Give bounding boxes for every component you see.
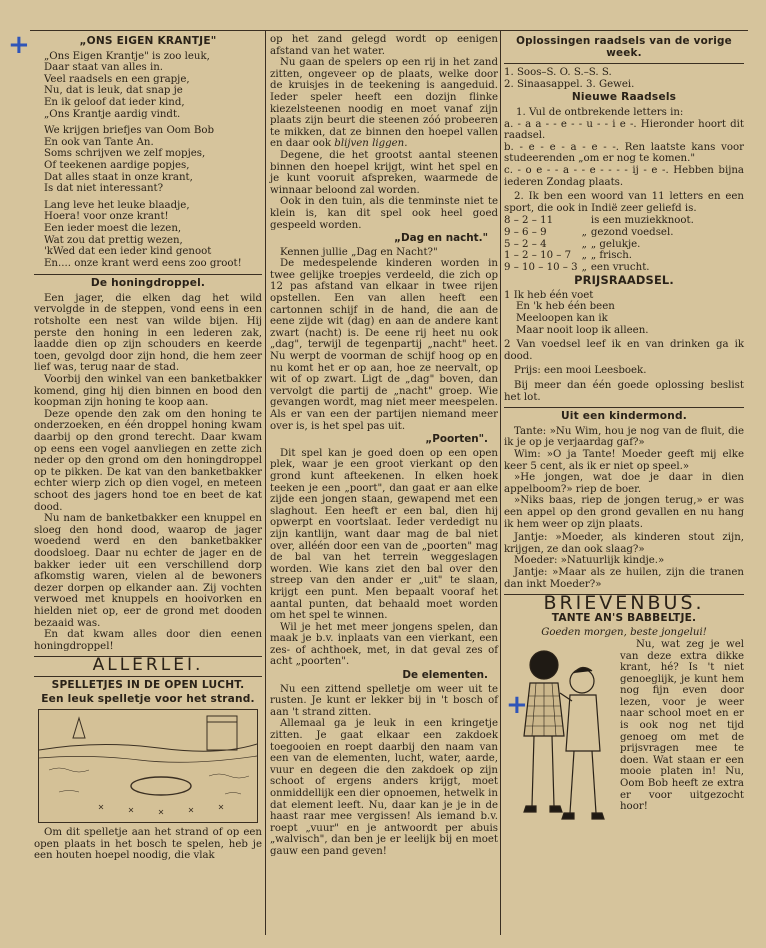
tante-greeting: Goeden morgen, beste jongelui! <box>541 627 707 639</box>
cell: „ gelukje. <box>590 238 641 250</box>
prize-line: Prijs: een mooi Leesboek. <box>514 365 647 377</box>
poem-line: En.... onze krant werd eens zoo groot! <box>44 257 242 269</box>
cell: „ <box>581 238 587 250</box>
prize-line: Meeloopen kan ik <box>516 313 608 325</box>
paragraph: Moeder: »Natuurlijk kindje.» <box>514 555 665 567</box>
prize-line: En 'k heb één been <box>516 301 615 313</box>
heading-elementen: De elementen. <box>402 669 488 682</box>
riddle-line: a. - a a - - e - - u - - i e -. Hieronder hoort dit raadsel. <box>504 118 744 142</box>
poem-line: Wat zou dat prettig wezen, <box>44 234 183 246</box>
riddle-line: b. - e - e - a - e - -. Ren laatste kans voor studeerenden „om er nog te komen." <box>504 141 744 165</box>
paragraph: Degene, die het grootst aantal steenen binnen den hoepel krijgt, wint het spel en je kunt vooruit afspreken, waarmede de winnaar beloond zal worden. <box>270 149 498 196</box>
paragraph: Dit spel kan je goed doen op een open plek, waar je een groot vierkant op den grond kunt afteekenen. In elken hoek teeken je een „poort", dan gaat er aan elke zijde een jongen staan, gewapend met een slaghout. Een heeft er een bal, dien hij opwerpt en voortslaat. Ieder verdedigt nu zijn kantlijn, want daar mag de bal niet over, alléén door een van de „poorten" mag de bal van het terrein weggeslagen worden. Wie kans ziet den bal over den streep van den ander er „uit" te slaan, krijgt een punt. Men bepaalt vooraf het aantal punten, dat behaald moet worden om het spel te winnen. <box>270 447 498 622</box>
prize-line: Bij meer dan één goede oplossing beslist het lot. <box>504 380 744 403</box>
blue-pencil-mark: + <box>8 30 30 60</box>
riddle-line: 2. Ik ben een woord van 11 letters en een sport, die ook in Indië zeer geliefd is. <box>504 191 744 214</box>
games-subtitle: Een leuk spelletje voor het strand. <box>41 693 255 706</box>
tante-an-title: TANTE AN'S BABBELTJE. <box>551 611 697 624</box>
tante-text: Nu, wat zeg je wel van deze extra dikke krant, hé? Is 't niet genoeglijk, je kunt hem nog fijn even door lezen, voor je weer naar school moet en er is ook nog net tijd genoeg om met de prijsvragen mee te doen. Wat staan er een mooie platen in! Nu, Oom Bob heeft ze extra er voor uitgezocht hoor! <box>620 638 744 813</box>
poem-line: Lang leve het leuke blaadje, <box>44 199 190 211</box>
cell: „ <box>581 261 587 273</box>
blue-pencil-mark: + <box>506 690 528 720</box>
poem-line: Hoera! voor onze krant! <box>44 211 169 223</box>
cell: „ <box>581 250 587 262</box>
games-title: SPELLETJES IN DE OPEN LUCHT. <box>51 678 245 691</box>
games-text: Om dit spelletje aan het strand of op een open plaats in het bosch te spelen, heb je een houten hoepel noodig, die vlak <box>34 827 262 862</box>
prize-line: Maar nooit loop ik alleen. <box>516 324 649 336</box>
paragraph: Kennen jullie „Dag en Nacht?" <box>280 246 438 258</box>
divider <box>504 63 744 64</box>
divider <box>34 676 262 677</box>
section-title-allerlei: ALLERLEI. <box>92 655 204 676</box>
cell: „ frisch. <box>590 250 633 262</box>
beach-illustration <box>38 709 258 823</box>
poem-line: 'kWed dat een ieder kind genoot <box>44 246 212 258</box>
paragraph: Nu een zittend spelletje om weer uit te rusten. Je kunt er lekker bij in 't bosch of aan 't strand zitten. <box>270 683 498 718</box>
poem-line: En ook van Tante An. <box>44 136 154 148</box>
paragraph: Deze opende den zak om den honing te onderzoeken, en één droppel honing kwam daarbij op den grond terecht. Daar kwam op eens een vogel aanvliegen en zette zich neder op den grond om den honingdroppel op te pikken. De kat van den banketbakker echter wierp zich op dien vogel, en meteen schoot des jagers hond toe en beet de kat dood. <box>34 408 262 513</box>
poem-line: „Ons Eigen Krantje" is zoo leuk, <box>44 50 210 62</box>
solutions-title: Oplossingen raadsels van de vorige week. <box>516 35 732 59</box>
poem-title: „ONS EIGEN KRANTJE" <box>79 35 217 47</box>
column-divider <box>265 30 266 935</box>
poem-line: Dat alles staat in onze krant, <box>44 171 193 183</box>
paragraph: Tante: »Nu Wim, hou je nog van de fluit, die ik je op je verjaardag gaf?» <box>504 425 744 449</box>
heading-poorten: „Poorten". <box>425 433 488 446</box>
paragraph: »Niks baas, riep de jongen terug,» er was een appel op den grond gevallen en nu hang ik hem weer op zijn plaats. <box>504 495 744 530</box>
paragraph: Ook in den tuin, als die tenminste niet te klein is, kan dit spel ook heel goed gespeeld worden. <box>270 196 498 231</box>
paragraph: En dat kwam alles door dien eenen honingdroppel! <box>34 629 262 652</box>
cell: 5 – 2 – 4 <box>504 238 547 250</box>
paragraph: »He jongen, wat doe je daar in dien appelboom?» riep de boer. <box>504 472 744 495</box>
solution-line: 1. Soos–S. O. S.–S. S. <box>504 67 612 79</box>
paragraph <box>270 57 498 150</box>
paragraph: Wil je het met meer jongens spelen, dan maak je b.v. inplaats van een vierkant, een zes- of achthoek, met, in dat geval zes of acht „poorten". <box>270 621 498 668</box>
cell <box>582 215 591 227</box>
poem-line: Daar staat van alles in. <box>44 62 163 74</box>
paragraph: op het zand gelegd wordt op eenigen afstand van het water. <box>270 34 498 57</box>
poem-line: We krijgen briefjes van Oom Bob <box>44 125 214 137</box>
cell: „ <box>581 226 587 238</box>
paragraph: Een jager, die elken dag het wild vervolgde in de steppen, vond eens in een rotsholte een nest van wilde bijen. Hij perste den honing in een lederen zak, laadde dien op zijn schouders en keerde toen, gevolgd door zijn hond, die hem zeer lief was, terug naar de stad. <box>34 292 262 374</box>
riddle-line: c. - o e - - a - - e - - - - ij - e -. Hebben bijna iederen Zondag plaats. <box>504 164 744 188</box>
paragraph: Allemaal ga je leuk in een kringetje zitten. Je gaat elkaar een zakdoek toegooien en roept daarbij den naam van een van de elementen, lucht, water, aarde, vuur en degeen die den zakdoek op zijn schoot of ergens anders krijgt, moet onmiddellijk een dier opnoemen, hetwelk in dat element leeft. Nu, daar kan je je in de haast raar mee vergissen! Als iemand b.v. roept „vuur" en je antwoordt per abuis „walvisch", dan ben je er leelijk bij en moet gauw een pand geven! <box>270 718 498 857</box>
italic-text: blijven liggen. <box>334 138 408 150</box>
poem-line: Of teekenen aardige popjes, <box>44 159 190 171</box>
brievenbus-title: BRIEVENBUS. <box>543 592 705 615</box>
kindermond-title: Uit een kindermond. <box>560 410 688 423</box>
story-body <box>34 293 262 652</box>
divider <box>34 274 262 275</box>
prize-line: 2 Van voedsel leef ik en van drinken ga ik dood. <box>504 339 744 362</box>
poem-line: Soms schrijven we zelf mopjes, <box>44 148 206 160</box>
solution-line: 2. Sinaasappel. 3. Gewei. <box>504 78 635 90</box>
top-rule <box>30 30 748 31</box>
prize-riddle-title: PRIJSRAADSEL. <box>574 273 674 288</box>
paragraph-text: Nu gaan de spelers op een rij in het zand zitten, ongeveer op de plaats, welke door de kruisjes in de teekening is aangeduid. Ieder speler heeft een dozijn flinke kiezelsteenen noodig en moet vanaf zijn plaats zijn beurt die steenen zóó probeeren te mikken, dat ze binnen den hoepel vallen en daar ook <box>270 57 498 150</box>
poem-line: Veel raadsels en een grapje, <box>44 73 190 85</box>
poem-line: „Ons Krantje aardig vindt. <box>44 108 181 120</box>
cell: een vrucht. <box>590 261 650 273</box>
prize-line: 1 Ik heb één voet <box>504 289 594 301</box>
column-3 <box>504 34 744 828</box>
poem-line: Is dat niet interessant? <box>44 183 164 195</box>
cell: is een muziekknoot. <box>590 215 694 227</box>
paragraph: De medespelende kinderen worden in twee gelijke troepjes verdeeld, die zich op 12 pas afstand van elkaar in twee rijen opstellen. Een van allen heeft een cartonnen schijf in de hand, die aan de eene zijde wit (dag) en aan de andere kant zwart (nacht) is. De eene rij heet nu ook „dag", terwijl de tegenpartij „nacht" heet. Nu werpt de voorman de schijf hoog op en nu komt het er op aan, hoe ze neervalt, op wit of op zwart. Ligt de „dag" boven, dan vervolgt die partij de „nacht" groep. Wie gevangen wordt, mag niet meer meespelen. Als er van een der partijen niemand meer over is, is het spel pas uit. <box>270 258 498 432</box>
poem-line: Nu, dat is leuk, dat snap je <box>44 85 183 97</box>
cell: gezond voedsel. <box>590 226 674 238</box>
riddle-line: 1. Vul de ontbrekende letters in: <box>516 106 684 118</box>
poem <box>44 51 262 270</box>
poem-line: En ik geloof dat ieder kind, <box>44 96 185 108</box>
story-title: De honingdroppel. <box>90 277 206 290</box>
paragraph: Jantje: »Maar als ze huilen, zijn die tranen dan inkt Moeder?» <box>504 566 744 590</box>
poem-line: Een ieder moest die lezen, <box>44 222 182 234</box>
cell: 8 – 2 – 11 <box>504 215 554 227</box>
children-illustration <box>504 641 614 826</box>
paragraph: Voorbij den winkel van een banketbakker komend, ging hij dien binnen en bood den koopman zijn honing te koop aan. <box>34 374 262 409</box>
new-riddles-title: Nieuwe Raadsels <box>571 91 677 104</box>
column-2 <box>270 34 498 858</box>
cell: 1 – 2 – 10 – 7 <box>504 250 572 262</box>
paragraph: Nu nam de banketbakker een knuppel en sloeg den hond dood, waarop de jager woedend werd en den banketbakker doodsloeg. Daar nu echter de jager en de bakker ieder uit een verschillend dorp afkomstig waren, vielen al de bewoners dezer dorpen op elkander aan. Zij vochten verwoed met knuppels en hooivorken en hielden niet op, eer de grond met dooden bezaaid was. <box>34 513 262 629</box>
cell: 9 – 6 – 9 <box>504 226 547 238</box>
column-1 <box>34 34 262 862</box>
heading-dag-en-nacht: „Dag en nacht." <box>394 232 488 245</box>
divider <box>504 407 744 408</box>
riddle-table <box>504 215 698 273</box>
column-divider <box>500 30 501 935</box>
paragraph: Wim: »O ja Tante! Moeder geeft mij elke keer 5 cent, als ik er niet op speel.» <box>504 449 744 472</box>
cell: 9 – 10 – 10 – 3 <box>504 261 578 273</box>
paragraph: Jantje: »Moeder, als kinderen stout zijn, krijgen, ze dan ook slaag?» <box>504 532 744 555</box>
